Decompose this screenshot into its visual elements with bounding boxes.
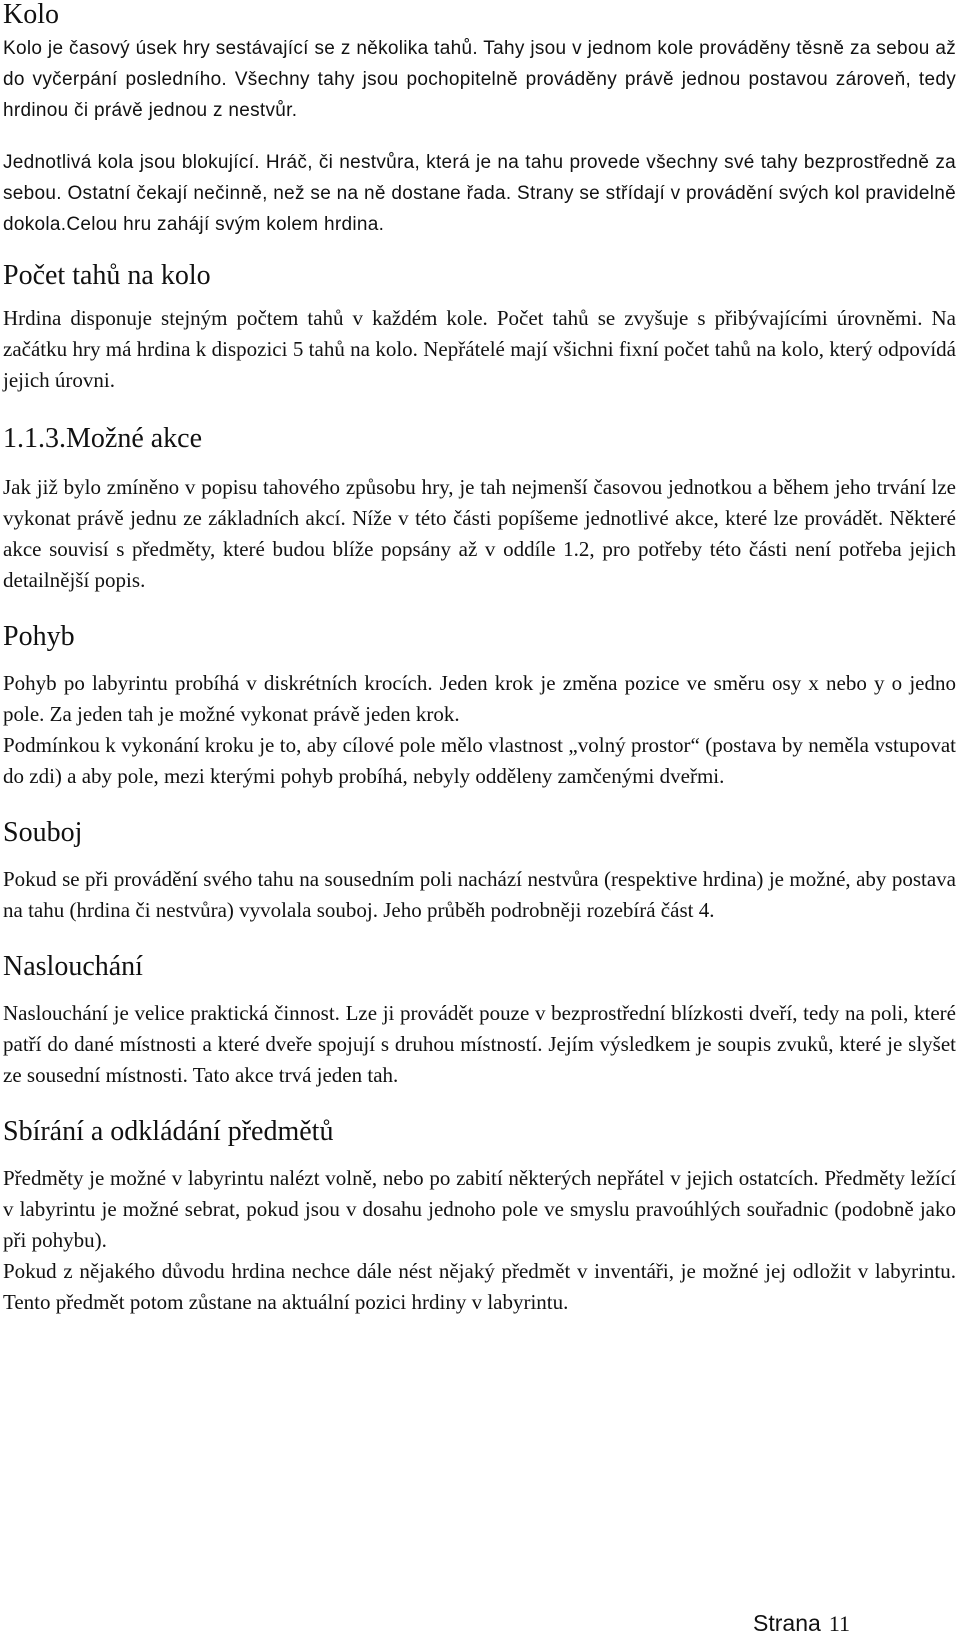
- heading-naslouchani: Naslouchání: [3, 951, 143, 982]
- paragraph-pocet-tahu: Hrdina disponuje stejným počtem tahů v každém kole. Počet tahů se zvyšuje s přibývajícími úrovněmi. Na začátku hry má hrdina k dispozici 5 tahů na kolo. Nepřátelé mají všichni fixní počet tahů na kolo, který odpovídá jejich úrovni.: [3, 306, 956, 392]
- paragraph-kolo-2: Jednotlivá kola jsou blokující. Hráč, či nestvůra, která je na tahu provede všechny své tahy bezprostředně za sebou. Ostatní čekají nečinně, než se na ně dostane řada. Strany se střídají v provádění svých kol pravidelně dokola.Celou hru zahájí svým kolem hrdina.: [3, 152, 956, 235]
- heading-kolo: Kolo: [3, 0, 59, 30]
- document-body: [3, 0, 956, 1318]
- paragraph-sbirani-2: Pokud z nějakého důvodu hrdina nechce dále nést nějaký předmět v inventáři, je možné jej odložit v labyrintu. Tento předmět potom zůstane na aktuální pozici hrdiny v labyrintu.: [3, 1259, 956, 1314]
- heading-souboj: Souboj: [3, 817, 83, 848]
- paragraph-pohyb-1: Pohyb po labyrintu probíhá v diskrétních krocích. Jeden krok je změna pozice ve směru osy x nebo y o jedno pole. Za jeden tah je možné vykonat právě jeden krok.: [3, 671, 956, 726]
- paragraph-pohyb-2: Podmínkou k vykonání kroku je to, aby cílové pole mělo vlastnost „volný prostor“ (postava by neměla vstupovat do zdi) a aby pole, mezi kterými pohyb probíhá, nebyly odděleny zamčenými dveřmi.: [3, 733, 956, 788]
- heading-pocet-tahu: Počet tahů na kolo: [3, 260, 211, 291]
- paragraph-kolo-1: Kolo je časový úsek hry sestávající se z několika tahů. Tahy jsou v jednom kole prováděny těsně za sebou až do vyčerpání posledního. Všechny tahy jsou pochopitelně prováděny právě jednou postavou zároveň, tedy hrdinou či právě jednou z nestvůr.: [3, 38, 956, 121]
- paragraph-naslouchani: Naslouchání je velice praktická činnost. Lze ji provádět pouze v bezprostřední blízkosti dveří, tedy na poli, které patří do dané místnosti a které dveře spojují s druhou místností. Jejím výsledkem je soupis zvuků, které je slyšet ze sousední místnosti. Tato akce trvá jeden tah.: [3, 1001, 956, 1087]
- footer-label: Strana: [753, 1610, 821, 1636]
- page-footer: [753, 1610, 850, 1637]
- heading-mozne-akce: 1.1.3.Možné akce: [3, 423, 203, 454]
- paragraph-souboj: Pokud se při provádění svého tahu na sousedním poli nachází nestvůra (respektive hrdina) je možné, aby postava na tahu (hrdina či nestvůra) vyvolala souboj. Jeho průběh podrobněji rozebírá část 4.: [3, 867, 956, 922]
- heading-sbirani: Sbírání a odkládání předmětů: [3, 1116, 334, 1147]
- page-number: 11: [828, 1611, 850, 1636]
- paragraph-sbirani-1: Předměty je možné v labyrintu nalézt volně, nebo po zabití některých nepřátel v jejich ostatcích. Předměty ležící v labyrintu je možné sebrat, pokud jsou v dosahu jednoho pole ve smyslu pravoúhlých souřadnic (podobně jako při pohybu).: [3, 1166, 956, 1252]
- paragraph-mozne-akce: Jak již bylo zmíněno v popisu tahového způsobu hry, je tah nejmenší časovou jednotkou a během jeho trvání lze vykonat právě jednu ze základních akcí. Níže v této části popíšeme jednotlivé akce, které lze provádět. Některé akce souvisí s předměty, které budou blíže popsány až v oddíle 1.2, pro potřeby této části není potřeba jejich detailnější popis.: [3, 475, 956, 592]
- heading-pohyb: Pohyb: [3, 621, 75, 652]
